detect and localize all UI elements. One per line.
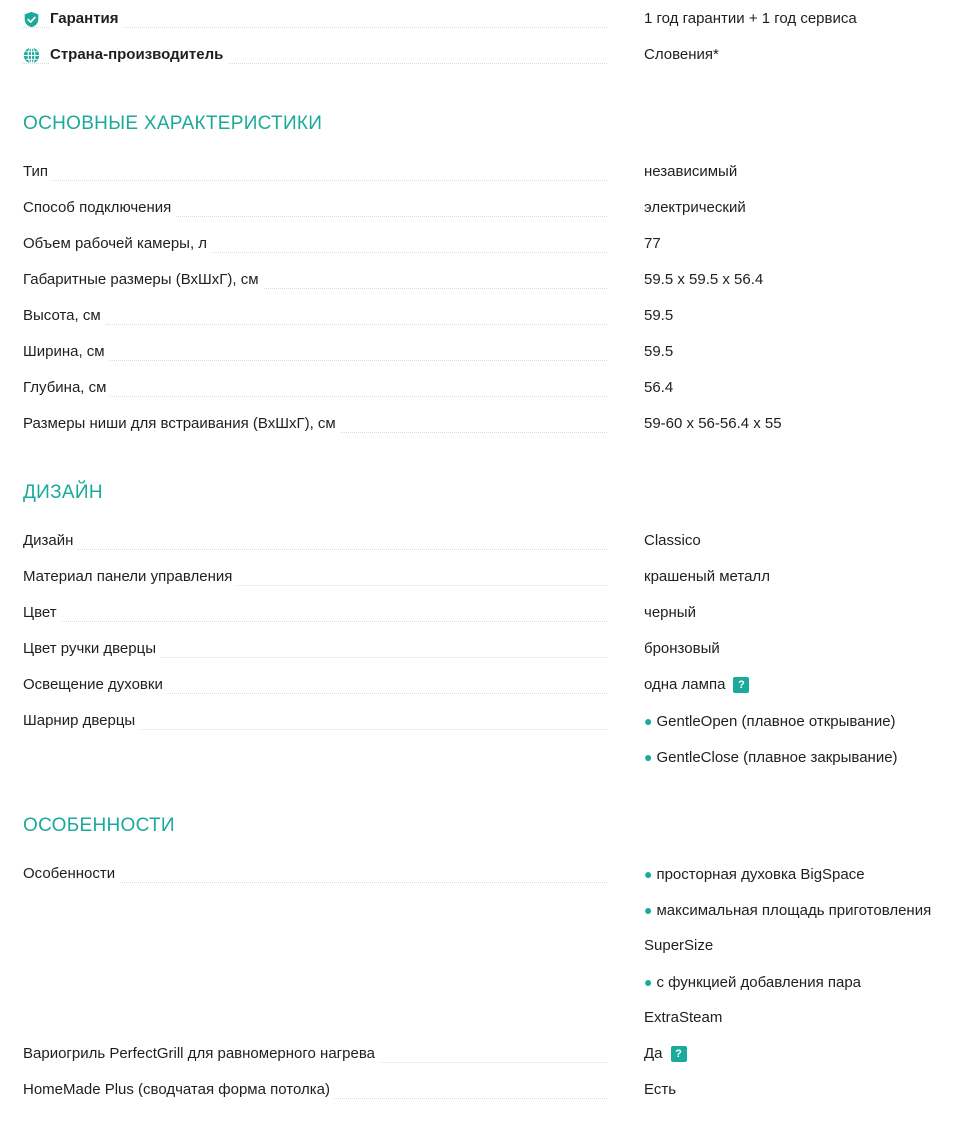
spec-label: Вариогриль PerfectGrill для равномерного нагрева xyxy=(23,1045,379,1063)
spec-row xyxy=(23,262,933,298)
bullet-icon: ● xyxy=(644,749,653,765)
spec-value-list-item: ● просторная духовка BigSpace xyxy=(644,866,865,883)
spec-row xyxy=(23,856,933,1026)
spec-row xyxy=(23,298,933,334)
spec-row xyxy=(23,370,933,406)
spec-row xyxy=(23,1036,933,1072)
section-title-design: ДИЗАЙН xyxy=(23,482,103,503)
spec-row xyxy=(23,667,933,703)
bullet-icon: ● xyxy=(644,902,653,918)
spec-value-list-item: ● GentleOpen (плавное открывание) xyxy=(644,713,896,730)
spec-row-warranty xyxy=(23,1,933,37)
spec-row xyxy=(23,631,933,667)
help-icon[interactable]: ? xyxy=(671,1046,687,1062)
spec-value: одна лампа xyxy=(644,676,726,693)
spec-label: Объем рабочей камеры, л xyxy=(23,235,211,253)
spec-value-line: ExtraSteam xyxy=(644,1009,723,1026)
spec-row xyxy=(23,406,933,442)
spec-value: 56.4 xyxy=(644,379,674,396)
spec-label: Шарнир дверцы xyxy=(23,712,139,730)
spec-label: HomeMade Plus (сводчатая форма потолка) xyxy=(23,1081,334,1099)
spec-value-list-item: ● с функцией добавления пара xyxy=(644,974,862,991)
spec-row xyxy=(23,334,933,370)
spec-label: Особенности xyxy=(23,865,119,883)
spec-label: Габаритные размеры (ВхШхГ), см xyxy=(23,271,263,289)
spec-label: Цвет xyxy=(23,604,61,622)
spec-value: 77 xyxy=(644,235,661,252)
spec-label: Цвет ручки дверцы xyxy=(23,640,160,658)
spec-row xyxy=(23,226,933,262)
spec-value: черный xyxy=(644,604,696,621)
spec-row xyxy=(23,1072,933,1108)
spec-row xyxy=(23,703,933,766)
section-title-features: ОСОБЕННОСТИ xyxy=(23,815,175,836)
spec-label: Способ подключения xyxy=(23,199,175,217)
spec-value: Да xyxy=(644,1045,663,1062)
spec-value-list-item: ● максимальная площадь приготовления xyxy=(644,902,932,919)
spec-value-with-help xyxy=(644,676,749,694)
spec-row xyxy=(23,154,933,190)
spec-row xyxy=(23,190,933,226)
spec-value: 1 год гарантии + 1 год сервиса xyxy=(644,10,857,27)
spec-value: 59.5 xyxy=(644,343,674,360)
spec-value: Classico xyxy=(644,532,701,549)
spec-label: Ширина, см xyxy=(23,343,109,361)
spec-label: Тип xyxy=(23,163,52,181)
spec-label: Размеры ниши для встраивания (ВхШхГ), см xyxy=(23,415,340,433)
spec-value: электрический xyxy=(644,199,746,216)
spec-value: 59.5 xyxy=(644,307,674,324)
spec-row-country xyxy=(23,37,933,73)
spec-value: Словения* xyxy=(644,46,719,63)
spec-label: Гарантия xyxy=(50,10,123,28)
help-icon[interactable]: ? xyxy=(733,677,749,693)
spec-label: Страна-производитель xyxy=(50,46,227,64)
bullet-icon: ● xyxy=(644,866,653,882)
spec-value: Есть xyxy=(644,1081,677,1098)
spec-label: Дизайн xyxy=(23,532,77,550)
spec-label: Высота, см xyxy=(23,307,105,325)
spec-value: 59.5 x 59.5 x 56.4 xyxy=(644,271,764,288)
section-title-main: ОСНОВНЫЕ ХАРАКТЕРИСТИКИ xyxy=(23,113,323,134)
spec-value-list-item: ● GentleClose (плавное закрывание) xyxy=(644,749,898,766)
spec-row xyxy=(23,559,933,595)
spec-value: бронзовый xyxy=(644,640,720,657)
bullet-icon: ● xyxy=(644,974,653,990)
bullet-icon: ● xyxy=(644,713,653,729)
spec-row xyxy=(23,595,933,631)
spec-value-line: SuperSize xyxy=(644,937,714,954)
spec-label: Материал панели управления xyxy=(23,568,236,586)
spec-label: Глубина, см xyxy=(23,379,110,397)
spec-label: Освещение духовки xyxy=(23,676,167,694)
spec-value: крашеный металл xyxy=(644,568,770,585)
spec-value: 59-60 x 56-56.4 x 55 xyxy=(644,415,782,432)
spec-row xyxy=(23,523,933,559)
spec-value-with-help xyxy=(644,1045,687,1063)
spec-value: независимый xyxy=(644,163,738,180)
